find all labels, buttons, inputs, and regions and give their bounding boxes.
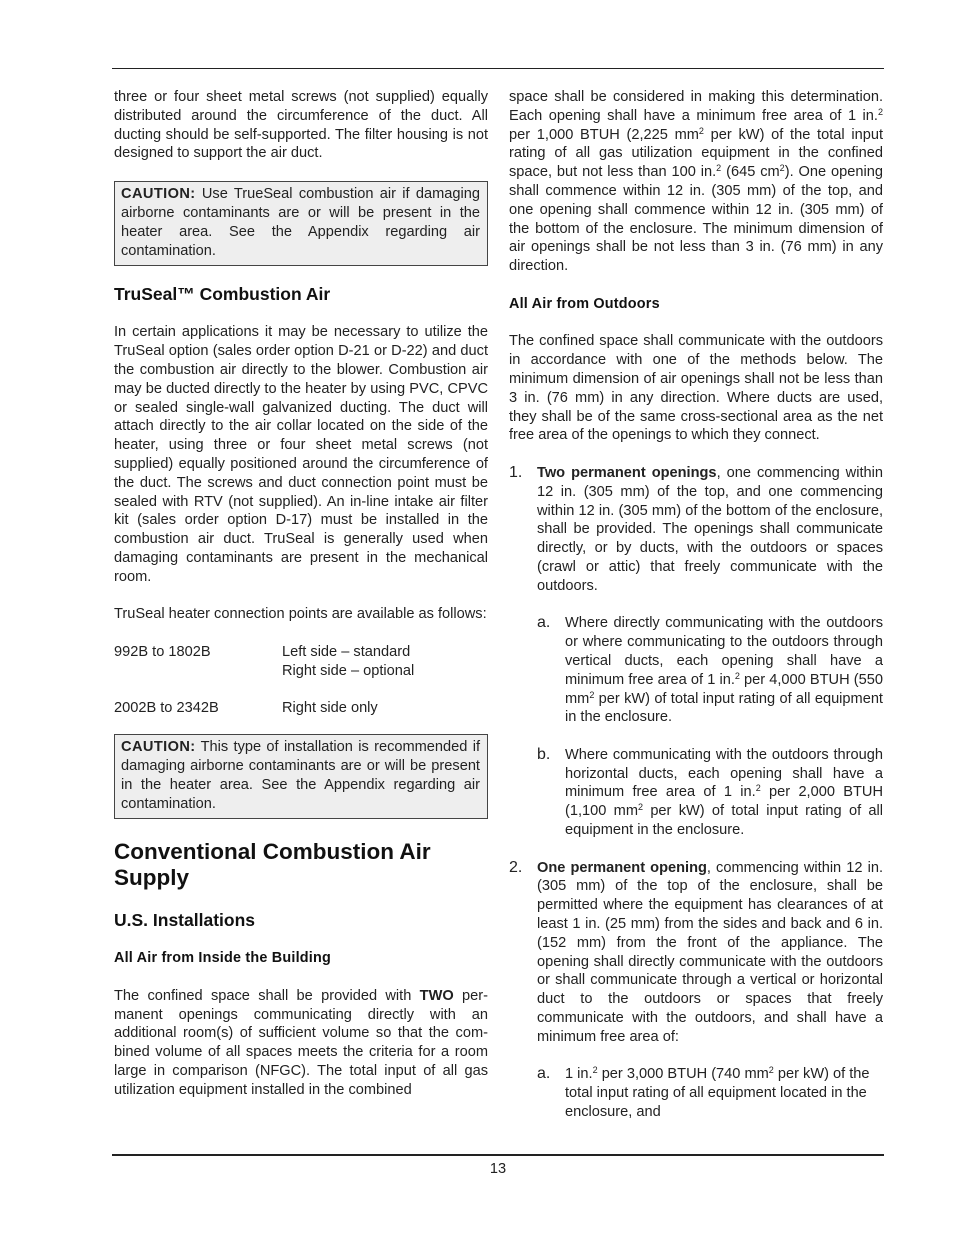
outdoors-heading: All Air from Outdoors: [509, 295, 660, 312]
connection-model: 992B to 1802B: [114, 643, 211, 660]
connection-side-alt: Right side – optional: [282, 662, 415, 679]
truseal-connections-intro: TruSeal heater connection points are available as follows:: [114, 606, 487, 623]
list-letter: b.: [537, 745, 551, 763]
inside-building-heading: All Air from Inside the Building: [114, 950, 331, 967]
conventional-air-heading: Conventional Combustion Air Supply: [114, 839, 431, 891]
caution-box-installation: [114, 734, 488, 819]
page-number: 13: [489, 1161, 507, 1177]
list-number: 1.: [509, 463, 523, 481]
caution-label: CAUTION:: [121, 186, 196, 203]
connection-row: [114, 643, 488, 681]
list-letter: a.: [537, 1065, 551, 1083]
list-number: 2.: [509, 858, 523, 876]
list-item-title: Two permanent openings: [537, 464, 717, 481]
intro-paragraph: three or four sheet metal screws (not supplied) equally distributed around the circumference of the duct. All ducting should be self-supported. The filter housing is not designed to support the air duct.: [114, 89, 488, 162]
caution-text: This type of installation is recommended if damaging airborne contaminants are or will be present in the heater area. See the Appendix regarding air contamination.: [121, 739, 481, 812]
header-rule: [112, 68, 884, 69]
connection-model: 2002B to 2342B: [114, 700, 219, 717]
left-column: [114, 88, 488, 1100]
caution-box-truseal: [114, 181, 488, 266]
caution-text: Use TrueSeal combustion air if damaging airborne contaminants are or will be present in the heater area. See the Appendix regarding air contamination.: [121, 186, 480, 259]
list-subitem: b. Where communicating with the outdoors through horizontal ducts, each opening shall have a minimum free area of 1 in.$^2$ per 2,000 BTUH (1,100 $mm^2$ per kW) of total input rating of all equipment in the enclosure.: [537, 745, 884, 839]
inside-building-paragraph: The confined space shall be provided with TWO permanent openings communicating directly with an additional room(s) of sufficient volume so that the combined volume of all spaces meets the criteria for a room large in comparison (NFGC). The total input of all gas utilization equipment installed in the combined: [114, 987, 489, 1098]
footer-rule: [112, 1154, 884, 1156]
caution-label: CAUTION:: [121, 739, 196, 756]
truseal-heading: TruSeal™ Combustion Air: [114, 284, 331, 305]
continued-paragraph: space shall be considered in making this determination. Each opening shall have a minimum free area of 1 in.$^2$ per 1,000 BTUH (2,225 $mm^2$ per kW) of the total input rating of all gas utilization equipment in the confined space, but not less than 100 in.$^2$ (645 $cm^2$). One opening shall commence within 12 in. (305 mm) of the top, and one opening shall commence within 12 in. (305 mm) of the bottom of the enclosure. The minimum dimension of air openings shall be not less than 3 in. (76 mm) in any direction.: [509, 89, 883, 275]
list-item: 2. One permanent opening, commencing within 12 in. (305 mm) of the top of the enclosure, shall be permitted where the equipment has clearances of at least 1 in. (25 mm) from the sides and back and 6 in. (152 mm) from the front of the appliance. The opening shall directly communicate with the outdoors or shall communicate through a vertical or horizontal duct to the outdoors or spaces that freely communicate with the outdoors, and shall have a minimum free area of:: [509, 858, 883, 1045]
connection-sides: [282, 643, 414, 681]
list-letter: a.: [537, 614, 551, 632]
connection-row: [114, 699, 488, 718]
connection-side: Left side – standard: [282, 643, 411, 660]
list-item-title: One permanent opening: [537, 859, 707, 876]
connections-table: [114, 643, 488, 718]
emphasis-two: TWO: [419, 987, 454, 1004]
list-subitem: a. Where directly communicating with the outdoors or where communicating to the outdoors through vertical ducts, each opening shall have a minimum free area of 1 in.$^2$ per 4,000 BTUH (550 $mm^2$ per kW) of total input rating of all equipment in the enclosure.: [537, 614, 883, 726]
outdoors-paragraph: The confined space shall communicate with the outdoors in accordance with one of the methods below. The minimum dimension of air openings shall not be less than 3 in. (76 mm) in any direction. Where ducts are used, they shall be of the same cross-sectional area as the net free area of the openings to which they connect.: [509, 333, 883, 444]
list-item: 1. Two permanent openings, one commencing within 12 in. (305 mm) of the top, and one commencing within 12 in. (305 mm) of the bottom of the enclosure, shall be provided. The openings shall communicate directly, or by ducts, with the outdoors or spaces (crawl or attic) that freely communicate with the outdoors.: [509, 463, 883, 594]
truseal-paragraph: In certain applications it may be necessary to utilize the TruSeal option (sales order option D-21 or D-22) and duct the combustion air directly to the blower. Combustion air may be ducted directly to the heater by using PVC, CPVC or sealed single-wall galvanized ducting. The duct will attach directly to the air collar located on the side of the heater, using three or four sheet metal screws (not supplied) equally positioned around the circumference of the duct. The screws and duct connection point must be sealed with RTV (not supplied). An in-line intake air filter kit (sales order option D-17) must be installed in the combustion air duct. TruSeal is generally used when damaging contaminants are present in the mechanical room.: [114, 324, 488, 585]
list-subitem: a. 1 in.$^2$ per 3,000 BTUH (740 $mm^2$ per kW) of the total input rating of all equipment located in the enclosure, and: [537, 1065, 870, 1121]
connection-side: Right side only: [282, 700, 378, 717]
right-column: [509, 88, 883, 1122]
us-installations-heading: U.S. Installations: [114, 910, 255, 931]
